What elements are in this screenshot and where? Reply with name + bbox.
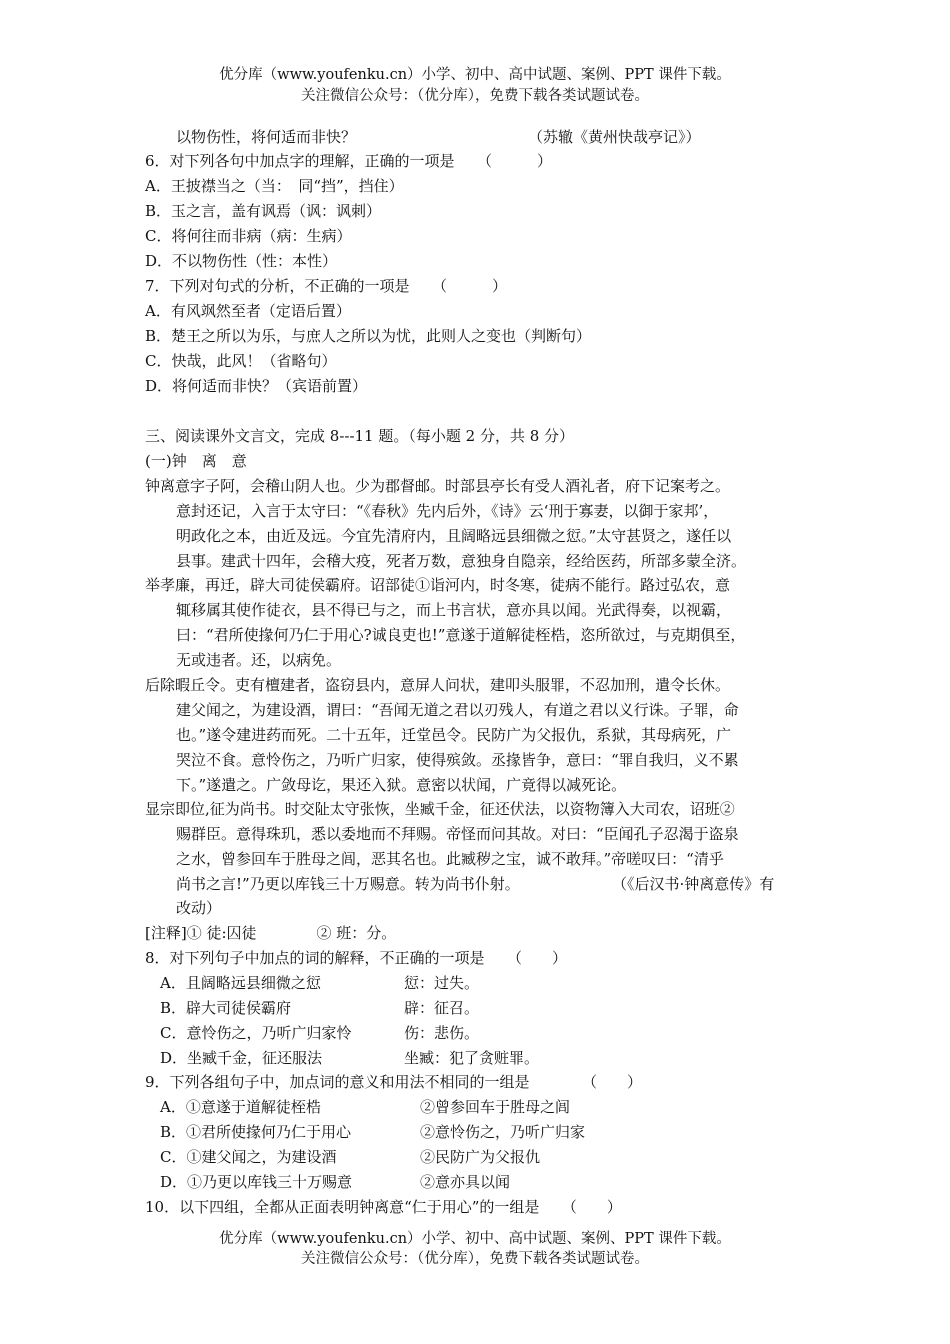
q8-option-a: A．且阔略远县细微之愆: [160, 974, 321, 992]
q7-stem: 7．下列对句式的分析，不正确的一项是 （ ）: [145, 277, 508, 295]
q8-option-a-explanation: 愆：过失。: [404, 974, 480, 992]
passage-line: 意封还记，入言于太守曰：“《春秋》先内后外，《诗》云‘刑于寡妻，以御于家邦’，: [176, 502, 719, 520]
passage-line: 也。”遂令建进药而死。二十五年，迁堂邑令。民防广为父报仇，系狱，其母病死，广: [176, 726, 732, 744]
passage-line: 辄移属其使作徒衣，县不得已与之，而上书言状，意亦具以闻。光武得奏，以视霸，: [176, 601, 732, 619]
q8-option-d-explanation: 坐臧：犯了贪赃罪。: [404, 1049, 540, 1067]
passage-line: 赐群臣。意得珠玑，悉以委地而不拜赐。帝怪而问其故。对曰：“臣闻孔子忍渴于盗泉: [176, 825, 739, 843]
passage-line: 显宗即位,征为尚书。时交阯太守张恢，坐臧千金，征还伏法，以资物簿入大司农，诏班②: [145, 800, 735, 818]
passage-line: 后除暇丘令。吏有檀建者，盗窃县内，意屏人问状，建叩头服罪，不忍加刑，遣令长休。: [145, 676, 731, 694]
passage-title: (一)钟 离 意: [145, 452, 247, 470]
passage-line: 曰：“君所使掾何乃仁于用心?诚良吏也!”意遂于道解徒桎梏，恣所欲过，与克期俱至，: [176, 626, 746, 644]
passage-line: 县事。建武十四年，会稽大疫，死者万数，意独身自隐亲，经给医药，所部多蒙全济。: [176, 552, 747, 570]
q6-option-a: A．王披襟当之（当： 同“挡”，挡住）: [145, 177, 404, 195]
intro-quote: 以物伤性，将何适而非快？: [176, 128, 357, 146]
q8-stem: 8．对下列句子中加点的词的解释，不正确的一项是 （ ）: [145, 949, 568, 967]
passage-line: 下。”遂遣之。广敛母讫，果还入狱。意密以状闻，广竟得以减死论。: [176, 776, 627, 794]
q7-option-b: B．楚王之所以为乐，与庶人之所以为忧，此则人之变也（判断句）: [145, 327, 592, 345]
q9-option-a-1: A．①意遂于道解徒桎梏: [160, 1098, 321, 1116]
q9-option-c-1: C．①建父闻之，为建设酒: [160, 1148, 337, 1166]
passage-source: （《后汉书·钟离意传》有: [612, 875, 775, 893]
passage-line: 明政化之本，由近及远。今宜先清府内，且阔略远县细微之愆。”太守甚贤之，遂任以: [176, 527, 732, 545]
passage-line: 之水，曾参回车于胜母之闾，恶其名也。此臧秽之宝，诚不敢拜。”帝嗟叹曰：“清乎: [176, 850, 724, 868]
q7-option-a: A．有风飒然至者（定语后置）: [145, 302, 351, 320]
passage-line: 尚书之言!”乃更以库钱三十万赐意。转为尚书仆射。: [176, 875, 520, 893]
passage-line: 建父闻之，为建设酒，谓曰：“吾闻无道之君以刃残人，有道之君以义行诛。子罪，命: [176, 701, 739, 719]
q10-stem: 10．以下四组，全都从正面表明钟离意“仁于用心”的一组是 （ ）: [145, 1198, 622, 1216]
q9-option-c-2: ②民防广为父报仇: [420, 1148, 541, 1166]
q9-option-b-2: ②意怜伤之，乃听广归家: [420, 1123, 586, 1141]
header-line-2: 关注微信公众号：（优分库），免费下载各类试题试卷。: [301, 88, 649, 104]
q7-option-d: D．将何适而非快？（宾语前置）: [145, 377, 368, 395]
footer-line-2: 关注微信公众号：（优分库），免费下载各类试题试卷。: [301, 1251, 649, 1267]
passage-line: 哭泣不食。意怜伤之，乃听广归家，使得殡敛。丞掾皆争，意曰：“罪自我归，义不累: [176, 751, 739, 769]
q8-option-c-explanation: 伤：悲伤。: [404, 1024, 480, 1042]
q6-option-d: D．不以物伤性（性：本性）: [145, 252, 338, 270]
q6-option-b: B．玉之言，盖有讽焉（讽：讽刺）: [145, 202, 382, 220]
passage-line: 钟离意字子阿，会稽山阴人也。少为郡督邮。时部县亭长有受人酒礼者，府下记案考之。: [145, 477, 731, 495]
q6-option-c: C．将何往而非病（病：生病）: [145, 227, 352, 245]
q9-option-b-1: B．①君所使掾何乃仁于用心: [160, 1123, 352, 1141]
q9-option-d-1: D．①乃更以库钱三十万赐意: [160, 1173, 353, 1191]
intro-source: （苏辙《黄州快哉亭记》）: [528, 128, 701, 146]
q9-option-a-2: ②曾参回车于胜母之闾: [420, 1098, 571, 1116]
q8-option-b-explanation: 辟：征召。: [404, 999, 480, 1017]
q9-option-d-2: ②意亦具以闻: [420, 1173, 511, 1191]
q8-option-d: D．坐臧千金，征还服法: [160, 1049, 323, 1067]
passage-line: 无或违者。还，以病免。: [176, 651, 342, 669]
section3-heading: 三、阅读课外文言文，完成 8---11 题。（每小题 2 分，共 8 分）: [145, 427, 575, 445]
q7-option-c: C．快哉，此风！（省略句）: [145, 352, 337, 370]
passage-line: 举孝廉，再迁，辟大司徒侯霸府。诏部徒①诣河内，时冬寒，徒病不能行。路过弘农，意: [145, 576, 731, 594]
q9-stem: 9．下列各组句子中，加点词的意义和用法不相同的一组是 （ ）: [145, 1073, 643, 1091]
q8-option-b: B．辟大司徒侯霸府: [160, 999, 292, 1017]
q8-option-c: C．意怜伤之，乃听广归家怜: [160, 1024, 352, 1042]
header-line-1: 优分库（www.youfenku.cn）小学、初中、高中试题、案例、PPT 课件下载。: [219, 67, 731, 83]
passage-source-continued: 改动）: [176, 899, 222, 917]
q6-stem: 6．对下列各句中加点字的理解，正确的一项是 （ ）: [145, 152, 553, 170]
annotation-note: [注释]① 徒:囚徒 ② 班：分。: [145, 924, 397, 942]
footer-line-1: 优分库（www.youfenku.cn）小学、初中、高中试题、案例、PPT 课件下载。: [219, 1231, 731, 1247]
